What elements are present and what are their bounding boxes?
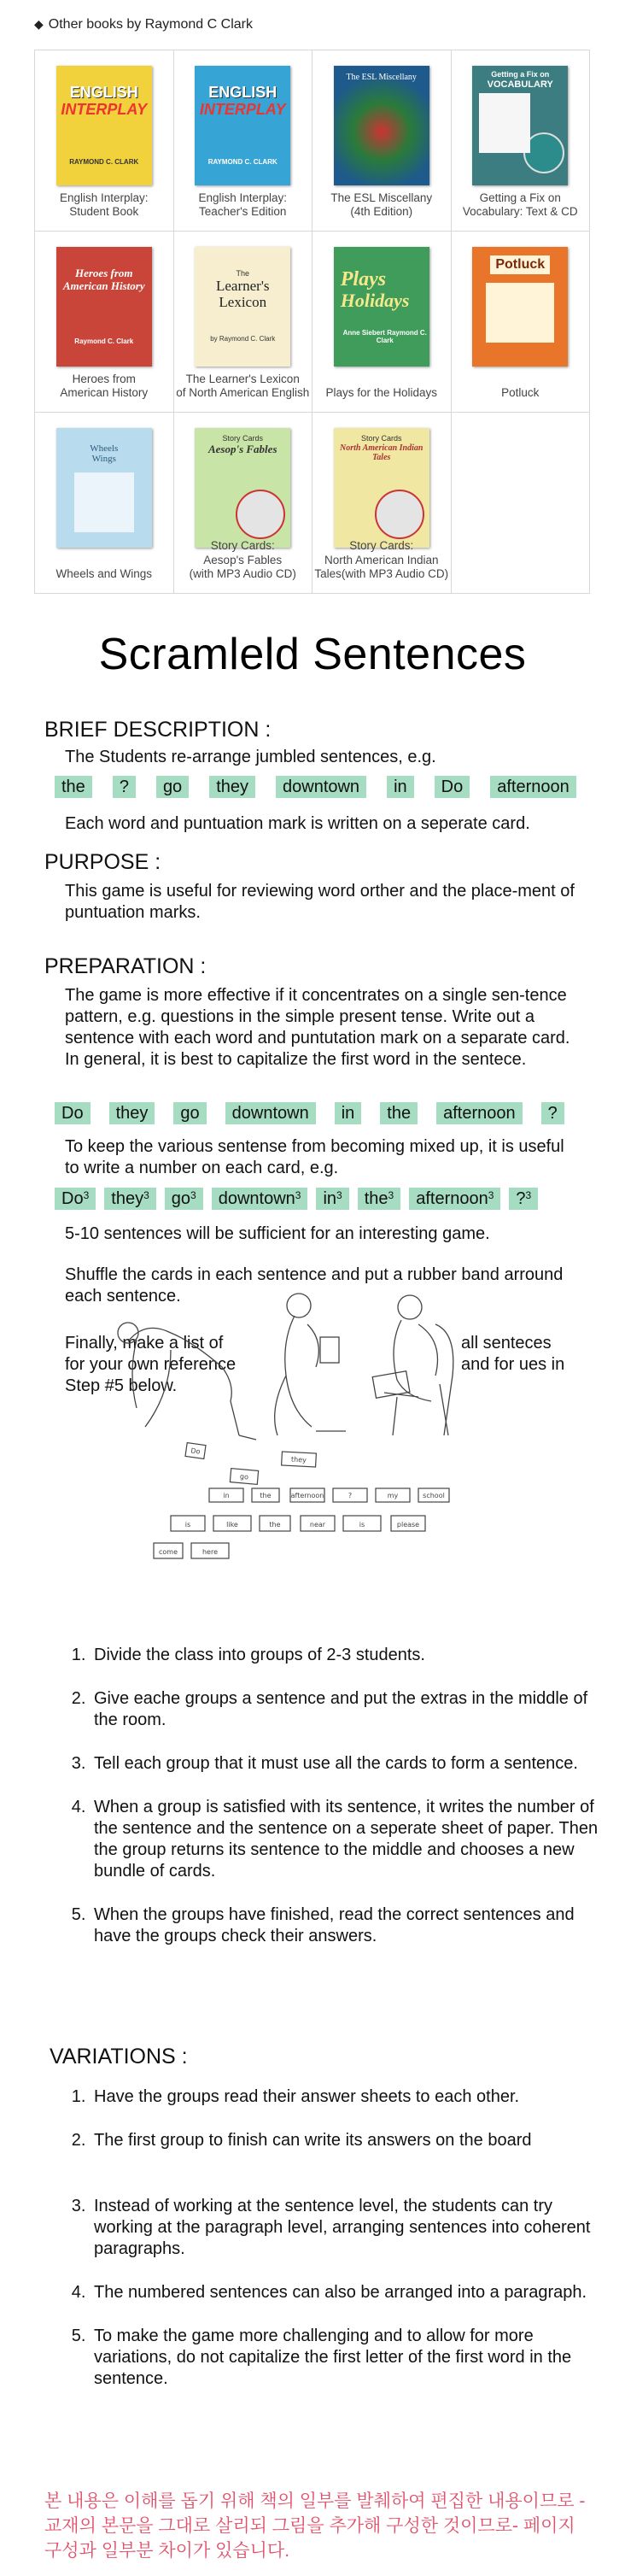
word-card-chip: [435, 776, 470, 798]
word-card-text: in: [394, 777, 407, 796]
page-preview-icon: [479, 93, 530, 153]
book-cover[interactable]: [195, 66, 290, 185]
word-card-chip: [209, 776, 255, 798]
purpose-text: This game is useful for reviewing word orther and the place-ment of puntuation marks.: [65, 882, 575, 922]
book-cover-author: RAYMOND C. CLARK: [69, 158, 139, 167]
book-cover-subtitle: Holidays: [340, 290, 410, 312]
book-cover-title: Getting a Fix on: [491, 70, 550, 79]
book-item[interactable]: [312, 50, 452, 232]
book-item[interactable]: [174, 232, 313, 413]
word-card-chip: [55, 1102, 91, 1124]
card-number: 3: [488, 1189, 494, 1201]
book-cover-author: Raymond C. Clark: [74, 337, 134, 345]
book-cover[interactable]: [56, 247, 152, 367]
word-card-text: they: [115, 1104, 149, 1123]
word-card-text: the: [61, 777, 85, 796]
svg-text:school: school: [423, 1492, 445, 1499]
book-cover-title: The: [236, 268, 249, 278]
preparation-paragraph-5-left: Finally, make a list of for your own reference Step #5 below.: [65, 1334, 237, 1395]
book-cover-subtitle: Aesop's Fables: [207, 442, 277, 455]
word-card-chip: [387, 776, 414, 798]
illustration-word-card: [209, 1488, 243, 1502]
book-cover-title: ENGLISH: [69, 83, 138, 101]
preparation-heading: PREPARATION :: [44, 954, 207, 978]
book-caption[interactable]: English Interplay: Teacher's Edition: [198, 191, 288, 218]
book-cover-subtitle: Learner's Lexicon: [215, 277, 270, 310]
svg-text:go: go: [239, 1472, 249, 1482]
word-card-text: they: [111, 1189, 144, 1208]
word-card-chip: [316, 1188, 348, 1210]
word-card-text: afternoon: [497, 777, 570, 796]
book-caption[interactable]: Getting a Fix on Vocabulary: Text & CD: [462, 191, 578, 218]
list-item: 4. The numbered sentences can also be arranged into a paragraph.: [91, 2282, 611, 2303]
book-cover-subtitle: North American Indian Tales: [340, 443, 423, 462]
word-card-text: downtown: [218, 1189, 295, 1208]
word-card-chip: [212, 1188, 308, 1210]
book-cover-title: ENGLISH: [208, 83, 277, 101]
book-item[interactable]: [35, 50, 174, 232]
variations-heading: VARIATIONS :: [50, 2045, 188, 2068]
preparation-paragraph-5-right: all senteces and for ues in: [461, 1334, 565, 1374]
cover-illustration: [74, 472, 134, 532]
books-row: [35, 413, 590, 594]
svg-text:is: is: [359, 1521, 365, 1529]
list-item: 5. To make the game more challenging and to allow for more variations, do not capitalize the first letter of the first word in the sentence.: [91, 2326, 611, 2390]
word-card-chip: [509, 1188, 538, 1210]
cd-disc-icon: [375, 490, 424, 539]
word-card-chip: [109, 1102, 155, 1124]
word-card-chip: [55, 1188, 96, 1210]
illustration-word-card: [418, 1488, 449, 1502]
book-caption[interactable]: Wheels and Wings: [55, 566, 153, 580]
page-title: Scramleld Sentences: [98, 630, 527, 679]
word-card-text: Do: [441, 777, 464, 796]
book-cover-title: Story Cards: [360, 434, 402, 443]
word-card-text: downtown: [231, 1104, 309, 1123]
list-item: 3. Instead of working at the sentence level, the students can try working at the paragraph level, arranging sentences into coherent paragraphs.: [91, 2196, 611, 2260]
books-row: [35, 50, 590, 232]
book-caption[interactable]: English Interplay: Student Book: [59, 191, 149, 218]
book-cover-title: Wheels: [90, 443, 119, 454]
preparation-paragraph-2: To keep the various sentense from becoming mixed up, it is useful to write a number on each card, e.g.: [65, 1137, 564, 1177]
book-cover-subtitle: American History: [62, 279, 145, 292]
book-caption[interactable]: The Learner's Lexicon of North American English: [176, 372, 310, 399]
word-card-text: in: [323, 1189, 337, 1208]
card-number: 3: [143, 1189, 149, 1201]
word-card-chip: [156, 776, 189, 798]
word-card-text: the: [364, 1189, 388, 1208]
cd-disc-icon: [236, 490, 285, 539]
book-cover-author: by Raymond C. Clark: [210, 335, 276, 343]
svg-text:here: here: [202, 1548, 219, 1556]
illustration-word-card: [252, 1488, 279, 1502]
book-cover[interactable]: [334, 66, 429, 185]
svg-text:please: please: [396, 1521, 420, 1529]
illustration-word-card: [171, 1516, 205, 1531]
book-cover[interactable]: [334, 247, 429, 367]
word-card-chip: [276, 776, 366, 798]
illustration-word-card: [333, 1488, 367, 1502]
list-item: 4. When a group is satisfied with its sentence, it writes the number of the sentence and the sentence on a seperate sheet of paper. Then the group returns its sentence to the middle and chooses a new bundle of cards.: [91, 1797, 611, 1882]
book-caption[interactable]: The ESL Miscellany (4th Edition): [330, 191, 433, 218]
word-card-chip: [104, 1188, 156, 1210]
book-cover-subtitle: INTERPLAY: [199, 100, 286, 118]
svg-text:is: is: [184, 1521, 191, 1529]
book-cover-title: Heroes from: [74, 267, 133, 280]
word-card-text: Do: [61, 1189, 84, 1208]
illustration-word-card: [391, 1516, 425, 1531]
numbered-chips-row: [55, 1188, 546, 1210]
illustration-word-card: [343, 1516, 381, 1531]
variations-list: [53, 2086, 611, 2410]
book-cover[interactable]: [472, 66, 568, 185]
book-item[interactable]: [174, 50, 313, 232]
book-cover-subtitle: INTERPLAY: [61, 100, 148, 118]
svg-text:near: near: [309, 1521, 326, 1529]
word-card-text: downtown: [283, 777, 360, 796]
book-cover-subtitle: Wings: [91, 454, 116, 464]
word-card-chip: [409, 1188, 500, 1210]
illustration-word-card: [282, 1452, 317, 1467]
word-card-text: Do: [61, 1104, 84, 1123]
students-sorting-cards-illustration: [102, 1290, 495, 1576]
diamond-bullet-icon: ◆: [34, 17, 44, 31]
book-item[interactable]: [174, 413, 313, 594]
ordered-chips-row: [55, 1102, 583, 1124]
book-caption[interactable]: Story Cards: North American Indian Tales(with MP3 Audio CD): [314, 539, 449, 580]
svg-text:my: my: [387, 1492, 399, 1499]
book-cover-title: Plays: [340, 267, 387, 290]
illustration-word-card: [191, 1543, 229, 1558]
word-card-chip: [173, 1102, 206, 1124]
svg-text:like: like: [226, 1521, 238, 1529]
brief-intro-text: The Students re-arrange jumbled sentences, e.g.: [65, 748, 436, 766]
svg-text:afternoon: afternoon: [290, 1492, 324, 1499]
word-card-text: ?: [516, 1189, 526, 1208]
book-cover[interactable]: [472, 247, 568, 367]
book-item[interactable]: [35, 413, 174, 594]
preparation-paragraph-4: Shuffle the cards in each sentence and put a rubber band arround each sentence.: [65, 1265, 564, 1306]
svg-text:they: they: [290, 1455, 307, 1464]
word-card-chip: [225, 1102, 316, 1124]
book-cover-title: Potluck: [490, 255, 550, 274]
list-item: 1. Divide the class into groups of 2-3 students.: [91, 1645, 611, 1666]
word-card-chip: [490, 776, 576, 798]
book-cover[interactable]: [195, 428, 290, 548]
other-books-label: Other books by Raymond C Clark: [48, 17, 253, 32]
book-caption[interactable]: Heroes from American History: [60, 372, 149, 399]
word-card-text: ?: [119, 777, 129, 796]
brief-description-heading: BRIEF DESCRIPTION :: [44, 718, 272, 742]
word-card-text: go: [171, 1189, 191, 1208]
cover-text-block: [486, 283, 554, 343]
book-cover[interactable]: [195, 247, 290, 367]
card-number: 3: [190, 1189, 196, 1201]
svg-text:in: in: [223, 1492, 230, 1499]
book-cover-subtitle: VOCABULARY: [487, 79, 553, 90]
illustration-word-card: [213, 1516, 251, 1531]
card-number: 3: [525, 1189, 532, 1201]
book-cover-author: Anne Siebert Raymond C. Clark: [342, 329, 427, 345]
list-item: 3. Tell each group that it must use all the cards to form a sentence.: [91, 1753, 611, 1775]
word-card-text: afternoon: [416, 1189, 488, 1208]
card-number: 3: [295, 1189, 301, 1201]
list-item: 1. Have the groups read their answer sheets to each other.: [91, 2086, 611, 2108]
list-item: 2. Give eache groups a sentence and put the extras in the middle of the room.: [91, 1688, 611, 1731]
illustration-word-card: [230, 1469, 258, 1485]
book-cover[interactable]: [334, 428, 429, 548]
book-caption[interactable]: Potluck: [501, 385, 540, 399]
word-card-text: in: [341, 1104, 355, 1123]
word-card-chip: [541, 1102, 564, 1124]
word-card-text: the: [387, 1104, 412, 1123]
svg-text:Do: Do: [190, 1446, 202, 1456]
svg-text:the: the: [260, 1492, 272, 1499]
illustration-word-card: [290, 1488, 324, 1502]
word-card-text: afternoon: [443, 1104, 516, 1123]
word-card-chip: [358, 1188, 401, 1210]
book-cover-author: RAYMOND C. CLARK: [207, 158, 277, 167]
book-item[interactable]: [452, 50, 591, 232]
list-item: 5. When the groups have finished, read the correct sentences and have the groups check their answers.: [91, 1904, 611, 1947]
purpose-heading: PURPOSE :: [44, 850, 161, 874]
book-item[interactable]: [312, 413, 452, 594]
illustration-word-card: [154, 1543, 183, 1558]
editor-note: 본 내용은 이해를 돕기 위해 책의 일부를 발췌하여 편집한 내용이므로 - 교재의 본문을 그대로 살리되 그림을 추가해 구성한 것이므로- 페이지 구성과 일부분 차이가 있습니다.: [44, 2491, 586, 2561]
list-item: 2. The first group to finish can write its answers on the board: [91, 2130, 611, 2151]
word-card-chip: [165, 1188, 203, 1210]
word-card-text: they: [216, 777, 248, 796]
book-cover-title: The ESL Miscellany: [346, 73, 417, 82]
book-item[interactable]: [312, 232, 452, 413]
books-row: [35, 232, 590, 413]
book-empty-cell: [452, 413, 591, 594]
svg-text:?: ?: [348, 1492, 353, 1499]
word-card-chip: [55, 776, 92, 798]
books-grid: [34, 50, 590, 594]
word-card-chip: [436, 1102, 523, 1124]
other-books-header: [34, 17, 253, 32]
svg-text:the: the: [269, 1521, 281, 1529]
card-number: 3: [83, 1189, 90, 1201]
word-card-text: go: [162, 777, 183, 796]
procedure-steps-list: [53, 1645, 611, 1968]
book-cover[interactable]: [56, 428, 152, 548]
word-card-text: go: [180, 1104, 200, 1123]
word-card-chip: [335, 1102, 362, 1124]
word-card-text: ?: [547, 1104, 558, 1123]
preparation-paragraph-3: 5-10 sentences will be sufficient for an interesting game.: [65, 1224, 490, 1243]
illustration-word-card: [376, 1488, 410, 1502]
illustration-word-card: [301, 1516, 335, 1531]
book-cover-title: Story Cards: [222, 434, 263, 443]
preparation-paragraph-1: The game is more effective if it concentrates on a single sen-tence pattern, e.g. questions in the simple present tense. Write out a sentence with each word and puntutation mark on a separate card. In general, it is best to capitalize the first word in the sentece.: [65, 986, 570, 1069]
book-caption[interactable]: Story Cards: Aesop's Fables (with MP3 Audio CD): [189, 539, 296, 580]
illustration-word-card: [260, 1516, 290, 1531]
book-item[interactable]: [35, 232, 174, 413]
word-card-chip: [113, 776, 136, 798]
word-card-chip: [380, 1102, 418, 1124]
card-number: 3: [336, 1189, 342, 1201]
jumbled-chips-row: [55, 776, 597, 798]
card-number: 3: [388, 1189, 394, 1201]
svg-text:come: come: [158, 1548, 178, 1556]
illustration-word-card: [185, 1443, 206, 1459]
brief-note-text: Each word and puntuation mark is written on a seperate card.: [65, 814, 530, 833]
book-item[interactable]: [452, 232, 591, 413]
book-cover[interactable]: [56, 66, 152, 185]
book-caption[interactable]: Plays for the Holidays: [325, 385, 438, 399]
